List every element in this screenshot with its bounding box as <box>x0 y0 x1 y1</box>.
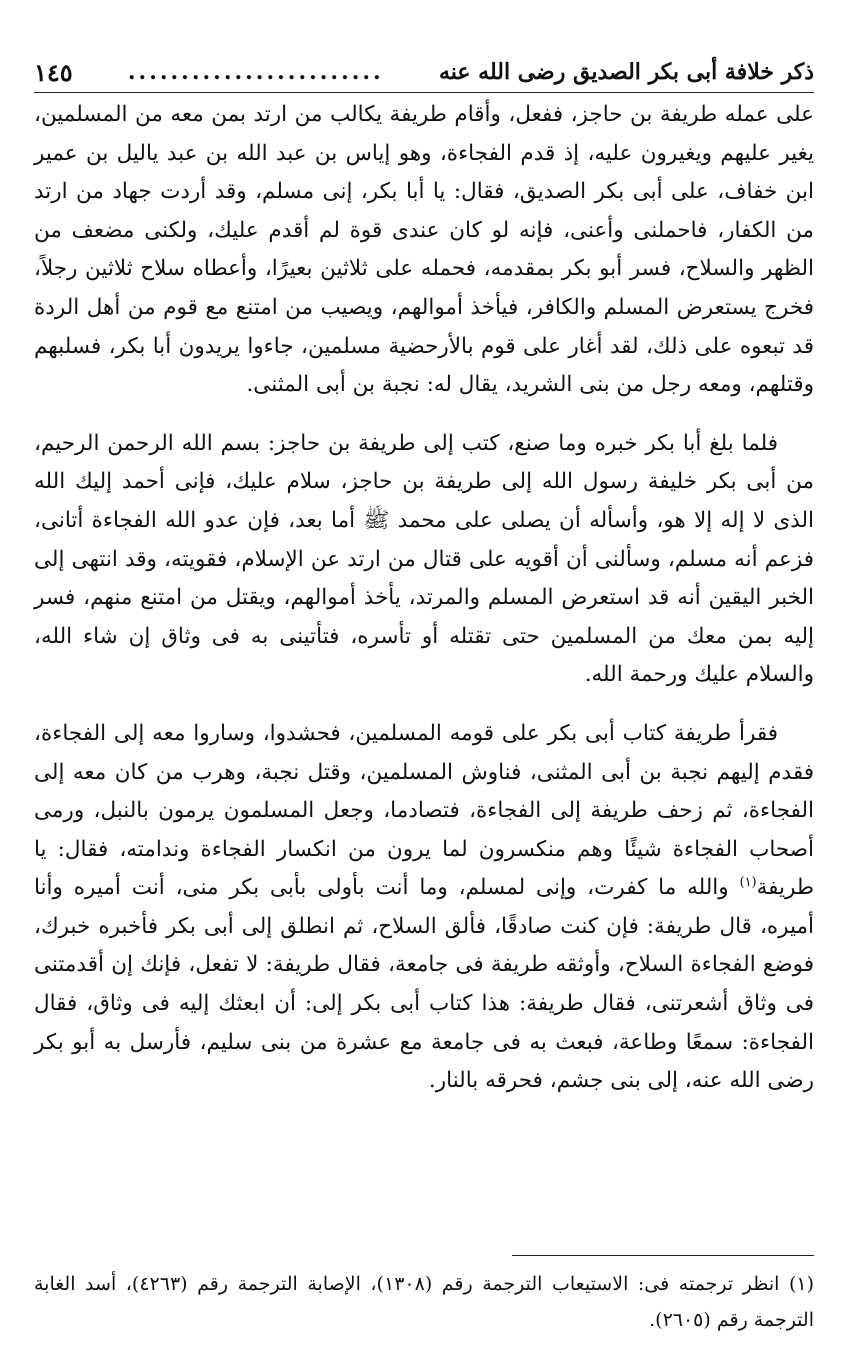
main-text <box>34 96 814 1101</box>
paragraph-text: فلما بلغ أبا بكر خبره وما صنع، كتب إلى طريفة بن حاجز: بسم الله الرحمن الرحيم، من أبى بكر خليفة رسول الله إلى طريفة بن حاجز، سلام عليك، فإنى أحمد إليك الله الذى لا إله إلا هو، وأسأله أن يصلى على محمد ﷺ أما بعد، فإن عدو الله الفجاءة أتانى، فزعم أنه مسلم، وسألنى أن أقويه على قتال من ارتد عن الإسلام، فقويته، وقد انتهى إلى الخبر اليقين أنه قد استعرض المسلم والمرتد، يأخذ أموالهم، ويقتل من امتنع منهم، فسر إليه بمن معك من المسلمين حتى تقتله أو تأسره، فتأتينى به فى وثاق إن شاء الله، والسلام عليك ورحمة الله. <box>34 430 814 688</box>
paragraph-text-part: والله ما كفرت، وإنى لمسلم، وما أنت بأولى بأبى بكر منى، أنت أميره وأنا أميره، قال طريفة: فإن كنت صادقًا، فألق السلاح، ثم انطلق إلى أبى بكر فأخبره خبرك، فوضع الفجاءة السلاح، وأوثقه طريفة فى جامعة، فقال طريفة: لا تفعل، فإنك إن أقدمتنى فى وثاق أشعرتنى، فقال طريفة: هذا كتاب أبى بكر إلى: أن ابعثك إليه فى وثاق، فقال الفجاءة: سمعًا وطاعة، فبعث به فى جامعة مع عشرة من بنى سليم، فأرسل به أبو بكر رضى الله عنه، إلى بنى جشم، فحرقه بالنار. <box>34 875 814 1094</box>
paragraph-2 <box>34 425 814 695</box>
footnote-reference[interactable]: (١) <box>739 875 757 891</box>
footnote: (١) انظر ترجمته فى: الاستيعاب الترجمة رقم (١٣٠٨)، الإصابة الترجمة رقم (٤٢٦٣)، أسد الغابة الترجمة رقم (٢٦٠٥). <box>34 1273 815 1331</box>
footnote-rule <box>512 1255 814 1256</box>
chapter-title: ذكر خلافة أبى بكر الصديق رضى الله عنه <box>438 59 814 85</box>
running-header <box>34 52 814 92</box>
paragraph-text: على عمله طريفة بن حاجز، ففعل، وأقام طريفة يكالب من ارتد بمن معه من المسلمين، يغير عليهم ويغيرون عليه، إذ قدم الفجاءة، وهو إياس بن عبد الله بن عبد ياليل بن عمير ابن خفاف، على أبى بكر الصديق، فقال: يا أبا بكر، إنى مسلم، وقد أردت جهاد من ارتد من الكفار، فاحملنى وأعنى، فإنه لو كان عندى قوة لم أقدم عليك، ولكنى مضعف من الظهر والسلاح، فسر أبو بكر بمقدمه، فحمله على ثلاثين بعيرًا، وأعطاه سلاح ثلاثين رجلاً، فخرج يستعرض المسلم والكافر، فيأخذ أموالهم، ويصيب من امتنع مع قوم من أهل الردة قد تبعوه على ذلك، لقد أغار على قوم بالأرحضية مسلمين، جاءوا يريدون أبا بكر، فسلبهم وقتلهم، ومعه رجل من بنى الشريد، يقال له: نجبة بن أبى المثنى. <box>34 102 814 398</box>
paragraph-3 <box>34 715 814 1101</box>
page-number: ١٤٥ <box>34 57 73 87</box>
header-rule <box>34 92 814 93</box>
paragraph-1 <box>34 96 814 405</box>
paragraph-text <box>34 715 814 1101</box>
leader-dots: ........................ <box>127 59 384 85</box>
paragraph-text-part: فقرأ طريفة كتاب أبى بكر على قومه المسلمين، فحشدوا، وساروا معه إلى الفجاءة، فقدم إليهم نجبة بن أبى المثنى، فناوش المسلمين، وقتل نجبة، وهرب من كان معه إلى الفجاءة، ثم زحف طريفة إلى الفجاءة، فتصادما، وجعل المسلمون يرمون بالنبل، ورمى أصحاب الفجاءة شيئًا وهم منكسرون لما يرون من انكسار الفجاءة وندامته، فقال: يا طريفة <box>34 720 814 901</box>
